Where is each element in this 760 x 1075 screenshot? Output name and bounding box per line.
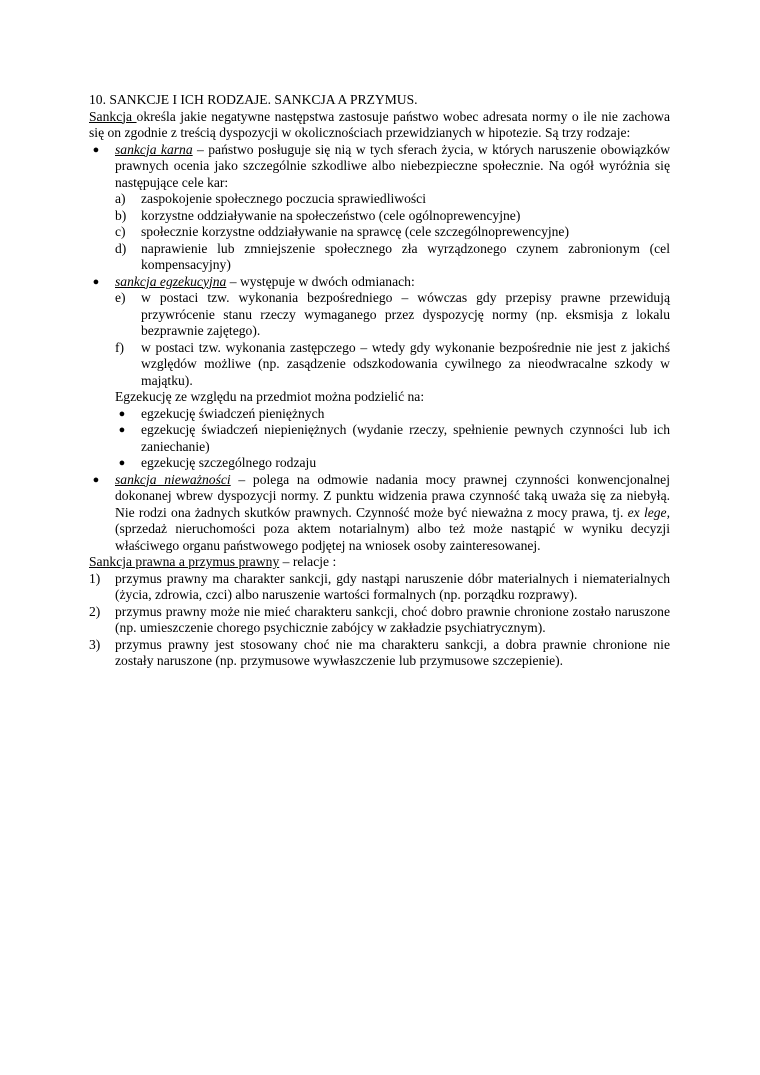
list-item-text: korzystne oddziaływanie na społeczeństwo (cele ogólnoprewencyjne) xyxy=(141,207,521,223)
bullet-icon: ● xyxy=(118,424,126,436)
list-item-text: zaspokojenie społecznego poczucia sprawiedliwości xyxy=(141,191,426,206)
list-item-text: przymus prawny może nie mieć charakteru sankcji, choć dobro prawnie chronione zostało naruszone (np. umieszczenie chorego psychicznie zabójcy w zakładzie psychiatrycznym). xyxy=(115,603,670,635)
sanction-types-list-3 xyxy=(89,472,670,555)
sanction-egzekucyjna xyxy=(89,274,670,291)
list-item xyxy=(89,571,670,604)
bullet-icon: ● xyxy=(118,407,126,420)
list-marker: 2) xyxy=(89,603,101,619)
egzekucja-subject-list xyxy=(89,406,670,472)
list-marker: 1) xyxy=(89,570,101,586)
list-marker: e) xyxy=(115,290,126,305)
sanction-karna xyxy=(89,142,670,192)
niewaznosci-text-before: – polega na odmowie nadania mocy prawnej czynności konwencjonalnej dokonanej wbrew dyspozycji normy. Z punktu widzenia prawa czynność taką uważa się za niebyłą. Nie rodzi ona żadnych skutków prawnych. Czynność może być nieważna z mocy prawa, tj. xyxy=(115,471,670,520)
bullet-icon: ● xyxy=(118,457,126,469)
list-item xyxy=(89,208,670,225)
list-item xyxy=(115,455,670,472)
list-item-text: w postaci tzw. wykonania bezpośredniego – wówczas gdy przepisy prawne przewidują przywrócenie stanu rzeczy wymaganego przez dyspozycję normy (np. eksmisja z lokalu bezprawnie zajętego). xyxy=(141,290,670,338)
list-marker: b) xyxy=(115,207,127,223)
list-marker: 3) xyxy=(89,636,101,652)
niewaznosci-term: sankcja nieważności xyxy=(115,471,231,487)
bullet-icon: ● xyxy=(92,275,100,288)
bullet-icon: ● xyxy=(92,473,100,486)
list-item xyxy=(89,637,670,670)
intro-term: Sankcja xyxy=(89,108,137,124)
list-marker: d) xyxy=(115,240,127,256)
sanction-types-list-2 xyxy=(89,274,670,291)
list-item xyxy=(115,406,670,423)
relations-term: Sankcja prawna a przymus prawny xyxy=(89,554,280,569)
list-item xyxy=(89,224,670,241)
list-item-text: przymus prawny jest stosowany choć nie ma charakteru sankcji, a dobra prawnie chronione nie zostały naruszone (np. przymusowe wywłaszczenie lub przymusowe szczepienie). xyxy=(115,636,670,668)
section-heading: 10. SANKCJE I ICH RODZAJE. SANKCJA A PRZYMUS. xyxy=(89,92,418,107)
relations-heading xyxy=(89,554,670,571)
list-item-text: w postaci tzw. wykonania zastępczego – wtedy gdy wykonanie bezpośrednie nie jest z jakichś względów możliwe (np. zasądzenie odszkodowania cywilnego za nieodwracalne szkody w majątku). xyxy=(141,339,670,388)
egzekucyjna-forms-list xyxy=(89,290,670,389)
relations-text: – relacje : xyxy=(279,554,337,569)
list-item-text: egzekucję świadczeń pieniężnych xyxy=(141,405,325,421)
relations-list xyxy=(89,571,670,670)
list-item xyxy=(89,290,670,340)
intro-paragraph xyxy=(89,109,670,142)
intro-text: określa jakie negatywne następstwa zastosuje państwo wobec adresata normy o ile nie zachowa się on zgodnie z treścią dyspozycji w okolicznościach przewidzianych w hipotezie. Są trzy rodzaje: xyxy=(89,108,670,140)
egzekucja-subject-intro: Egzekucję ze względu na przedmiot można podzielić na: xyxy=(115,389,425,404)
egzekucyjna-text: – występuje w dwóch odmianach: xyxy=(226,273,415,289)
list-item-text: przymus prawny ma charakter sankcji, gdy nastąpi naruszenie dóbr materialnych i niematerialnych (życia, zdrowia, czci) albo naruszenie wartości formalnych (np. porządku rozprawy). xyxy=(115,570,670,602)
list-marker: f) xyxy=(115,339,125,355)
karna-term: sankcja karna xyxy=(115,141,193,157)
list-item-text: egzekucję świadczeń niepieniężnych (wydanie rzeczy, spełnienie pewnych czynności lub ich zaniechanie) xyxy=(141,422,670,454)
egzekucyjna-term: sankcja egzekucyjna xyxy=(115,273,227,289)
karna-text: – państwo posługuje się nią w tych sferach życia, w których naruszenie obowiązków prawnych ocenia jako szczególnie szkodliwe albo niebezpieczne społecznie. Na ogół wyróżnia się następujące cele kar: xyxy=(115,141,671,190)
list-item xyxy=(89,340,670,390)
list-item-text: egzekucję szczególnego rodzaju xyxy=(141,455,317,470)
list-marker: c) xyxy=(115,224,126,239)
list-item-text: naprawienie lub zmniejszenie społecznego zła wyrządzonego czynem zabronionym (cel kompensacyjny) xyxy=(141,240,670,272)
sanction-types-list xyxy=(89,142,670,192)
list-item-text: społecznie korzystne oddziaływanie na sprawcę (cele szczególnoprewencyjne) xyxy=(141,224,569,239)
list-marker: a) xyxy=(115,191,126,206)
niewaznosci-text-after: (sprzedaż nieruchomości poza aktem notarialnym) albo też może nastąpić w wyniku decyzji właściwego organu państwowego podjętej na wniosek osoby zainteresowanej. xyxy=(115,521,670,553)
list-item xyxy=(89,604,670,637)
list-item xyxy=(115,422,670,455)
bullet-icon: ● xyxy=(92,143,100,156)
list-item xyxy=(89,191,670,208)
ex-lege-term: ex lege, xyxy=(627,504,670,520)
sanction-niewaznosci xyxy=(89,472,670,555)
karna-goals-list xyxy=(89,191,670,274)
list-item xyxy=(89,241,670,274)
